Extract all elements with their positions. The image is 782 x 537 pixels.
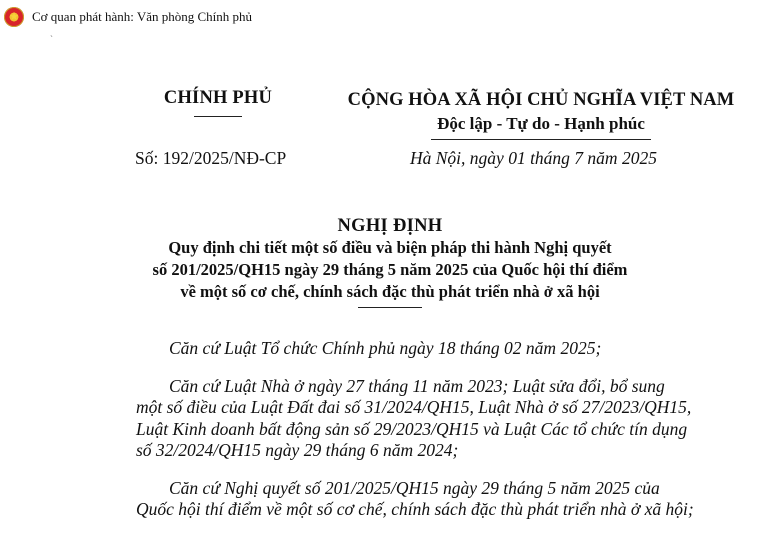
legal-bases [136, 338, 726, 537]
national-header [332, 90, 750, 140]
document-type: NGHỊ ĐỊNH [337, 216, 443, 236]
text-line: Quốc hội thí điểm về một số cơ chế, chính sách đặc thù phát triển nhà ở xã hội; [136, 499, 694, 519]
text-line: Căn cứ Luật Tổ chức Chính phủ ngày 18 tháng 02 năm 2025; [169, 338, 602, 358]
text-line: Luật Kinh doanh bất động sản số 29/2023/QH15 và Luật Các tổ chức tín dụng [136, 418, 688, 439]
title-underline [358, 307, 422, 308]
nation-name: CỘNG HÒA XÃ HỘI CHỦ NGHĨA VIỆT NAM [347, 90, 735, 110]
agency-underline [194, 116, 242, 117]
text-line: số 32/2024/QH15 ngày 29 tháng 6 năm 2024; [136, 440, 459, 460]
subject-line: Quy định chi tiết một số điều và biện pháp thi hành Nghị quyết [168, 238, 612, 257]
legal-basis-paragraph [136, 478, 726, 521]
national-motto: Độc lập - Tự do - Hạnh phúc [437, 114, 645, 133]
agency-header [118, 88, 318, 117]
document-number: Số: 192/2025/NĐ-CP [135, 148, 287, 168]
issuer-label: Cơ quan phát hành: Văn phòng Chính phủ [32, 9, 253, 24]
subject-line: số 201/2025/QH15 ngày 29 tháng 5 năm 2025 của Quốc hội thí điểm [152, 260, 628, 279]
motto-underline [431, 139, 651, 140]
text-line: một số điều của Luật Đất đai số 31/2024/QH15, Luật Nhà ở số 27/2023/QH15, [136, 397, 692, 417]
national-emblem-icon: ★ [4, 7, 24, 27]
subject-line: về một số cơ chế, chính sách đặc thù phát triển nhà ở xã hội [180, 282, 600, 301]
text-line: Căn cứ Luật Nhà ở ngày 27 tháng 11 năm 2023; Luật sửa đổi, bổ sung [169, 375, 665, 396]
scan-mark: ` [50, 34, 53, 44]
text-line: Căn cứ Nghị quyết số 201/2025/QH15 ngày 29 tháng 5 năm 2025 của [169, 477, 660, 498]
place-and-date: Hà Nội, ngày 01 tháng 7 năm 2025 [410, 148, 657, 168]
legal-basis-paragraph [136, 338, 726, 360]
document-title [100, 216, 680, 308]
legal-basis-paragraph [136, 376, 726, 462]
issuer-bar [4, 6, 252, 28]
agency-name: CHÍNH PHỦ [163, 88, 273, 108]
